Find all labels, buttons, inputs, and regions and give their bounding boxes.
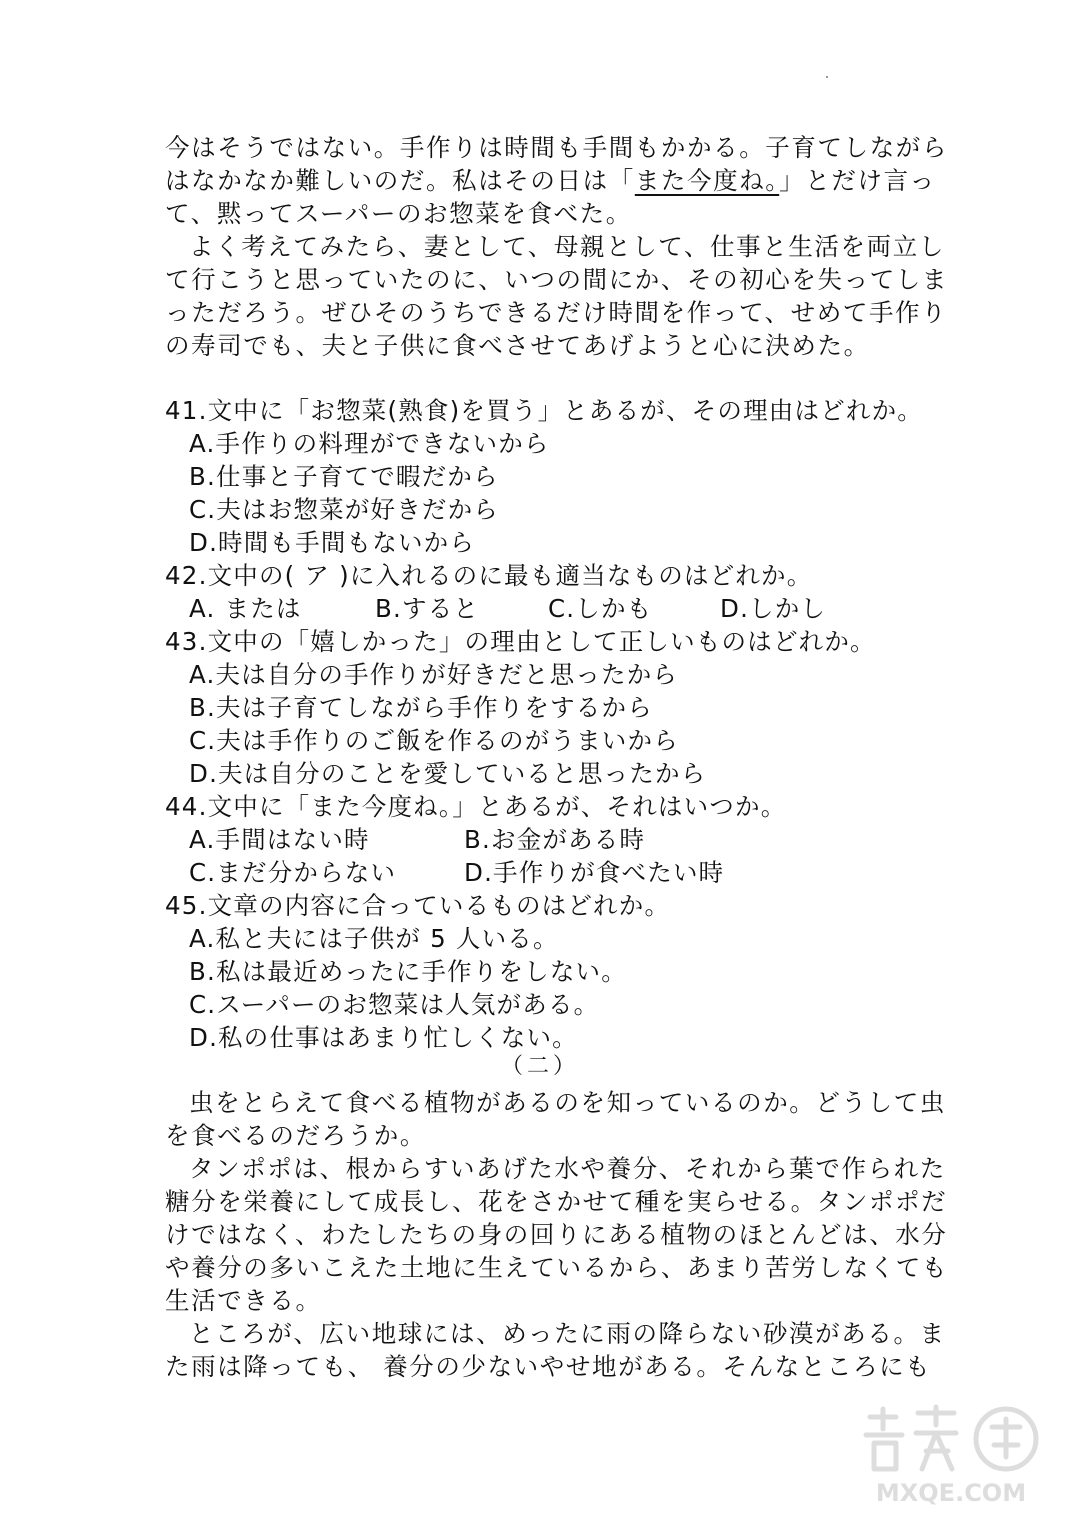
- passage-line: っただろう。ぜひそのうちできるだけ時間を作って、せめて手作り: [165, 298, 948, 327]
- answer-option: B.すると: [375, 594, 480, 623]
- answer-option: D.夫は自分のことを愛していると思ったから: [189, 759, 707, 788]
- passage-line: 虫をとらえて食べる植物があるのを知っているのか。どうして虫: [189, 1088, 946, 1117]
- passage-line: タンポポは、根からすいあげた水や養分、それから葉で作られた: [189, 1154, 946, 1183]
- section-heading: （二）: [500, 1054, 579, 1079]
- answer-option: D.しかし: [720, 594, 827, 623]
- passage-line: 生活できる。: [165, 1286, 322, 1315]
- answer-option: A.手作りの料理ができないから: [189, 429, 550, 458]
- answer-option: B.夫は子育てしながら手作りをするから: [189, 693, 653, 722]
- underlined-phrase: また今度ね。: [634, 166, 780, 195]
- answer-option: B.仕事と子育てで暇だから: [189, 462, 499, 491]
- answer-option: A.夫は自分の手作りが好きだと思ったから: [189, 660, 679, 689]
- question-stem: 43.文中の「嬉しかった」の理由として正しいものはどれか。: [165, 627, 876, 656]
- question-stem: 44.文中に「また今度ね。」とあるが、それはいつか。: [165, 792, 787, 821]
- question-stem: 45.文章の内容に合っているものはどれか。: [165, 891, 671, 920]
- passage-line: て行こうと思っていたのに、いつの間にか、その初心を失ってしま: [165, 265, 948, 294]
- answer-option: B.お金がある時: [464, 825, 646, 854]
- passage-line: て、黙ってスーパーのお惣菜を食べた。: [165, 199, 632, 228]
- answer-option: D.手作りが食べたい時: [464, 858, 725, 887]
- answer-option: D.時間も手間もないから: [189, 528, 476, 557]
- answer-option: A. または: [189, 594, 302, 623]
- passage-line: よく考えてみたら、妻として、母親として、仕事と生活を両立し: [189, 232, 945, 261]
- watermark-logo: [856, 1399, 1046, 1509]
- passage-line: [165, 164, 936, 197]
- answer-option: C.夫はお惣菜が好きだから: [189, 495, 499, 524]
- answer-option: D.私の仕事はあまり忙しくない。: [189, 1023, 578, 1052]
- passage-line: た雨は降っても、 養分の少ないやせ地がある。そんなところにも: [165, 1352, 932, 1381]
- passage-line: ところが、広い地球には、めったに雨の降らない砂漠がある。ま: [189, 1319, 946, 1348]
- answer-option: A.手間はない時: [189, 825, 370, 854]
- answer-option: A.私と夫には子供が 5 人いる。: [189, 924, 559, 953]
- answer-option: C.スーパーのお惣菜は人気がある。: [189, 990, 600, 1019]
- stray-dot: [826, 76, 828, 78]
- passage-line: 糖分を栄養にして成長し、花をさかせて種を実らせる。タンポポだ: [165, 1187, 948, 1216]
- answer-option: C.しかも: [548, 594, 653, 623]
- passage-line: や養分の多いこえた土地に生えているから、あまり苦労しなくても: [165, 1253, 948, 1282]
- passage-line: 今はそうではない。手作りは時間も手間もかかる。子育てしながら: [165, 133, 948, 162]
- passage-line: けではなく、わたしたちの身の回りにある植物のほとんどは、水分: [165, 1220, 948, 1249]
- passage-line: の寿司でも、夫と子供に食べさせてあげようと心に決めた。: [165, 331, 870, 360]
- question-stem: 41.文中に「お惣菜(熟食)を買う」とあるが、その理由はどれか。: [165, 396, 923, 425]
- answer-option: B.私は最近めったに手作りをしない。: [189, 957, 627, 986]
- passage-text: はなかなか難しいのだ。私はその日は「: [165, 166, 635, 195]
- answer-option: C.まだ分からない: [189, 858, 397, 887]
- passage-text: 」とだけ言っ: [779, 166, 936, 195]
- question-stem: 42.文中の( ア )に入れるのに最も適当なものはどれか。: [165, 561, 813, 590]
- passage-line: を食べるのだろうか。: [165, 1121, 426, 1150]
- watermark-text: MXQE.COM: [875, 1479, 1027, 1507]
- answer-option: C.夫は手作りのご飯を作るのがうまいから: [189, 726, 679, 755]
